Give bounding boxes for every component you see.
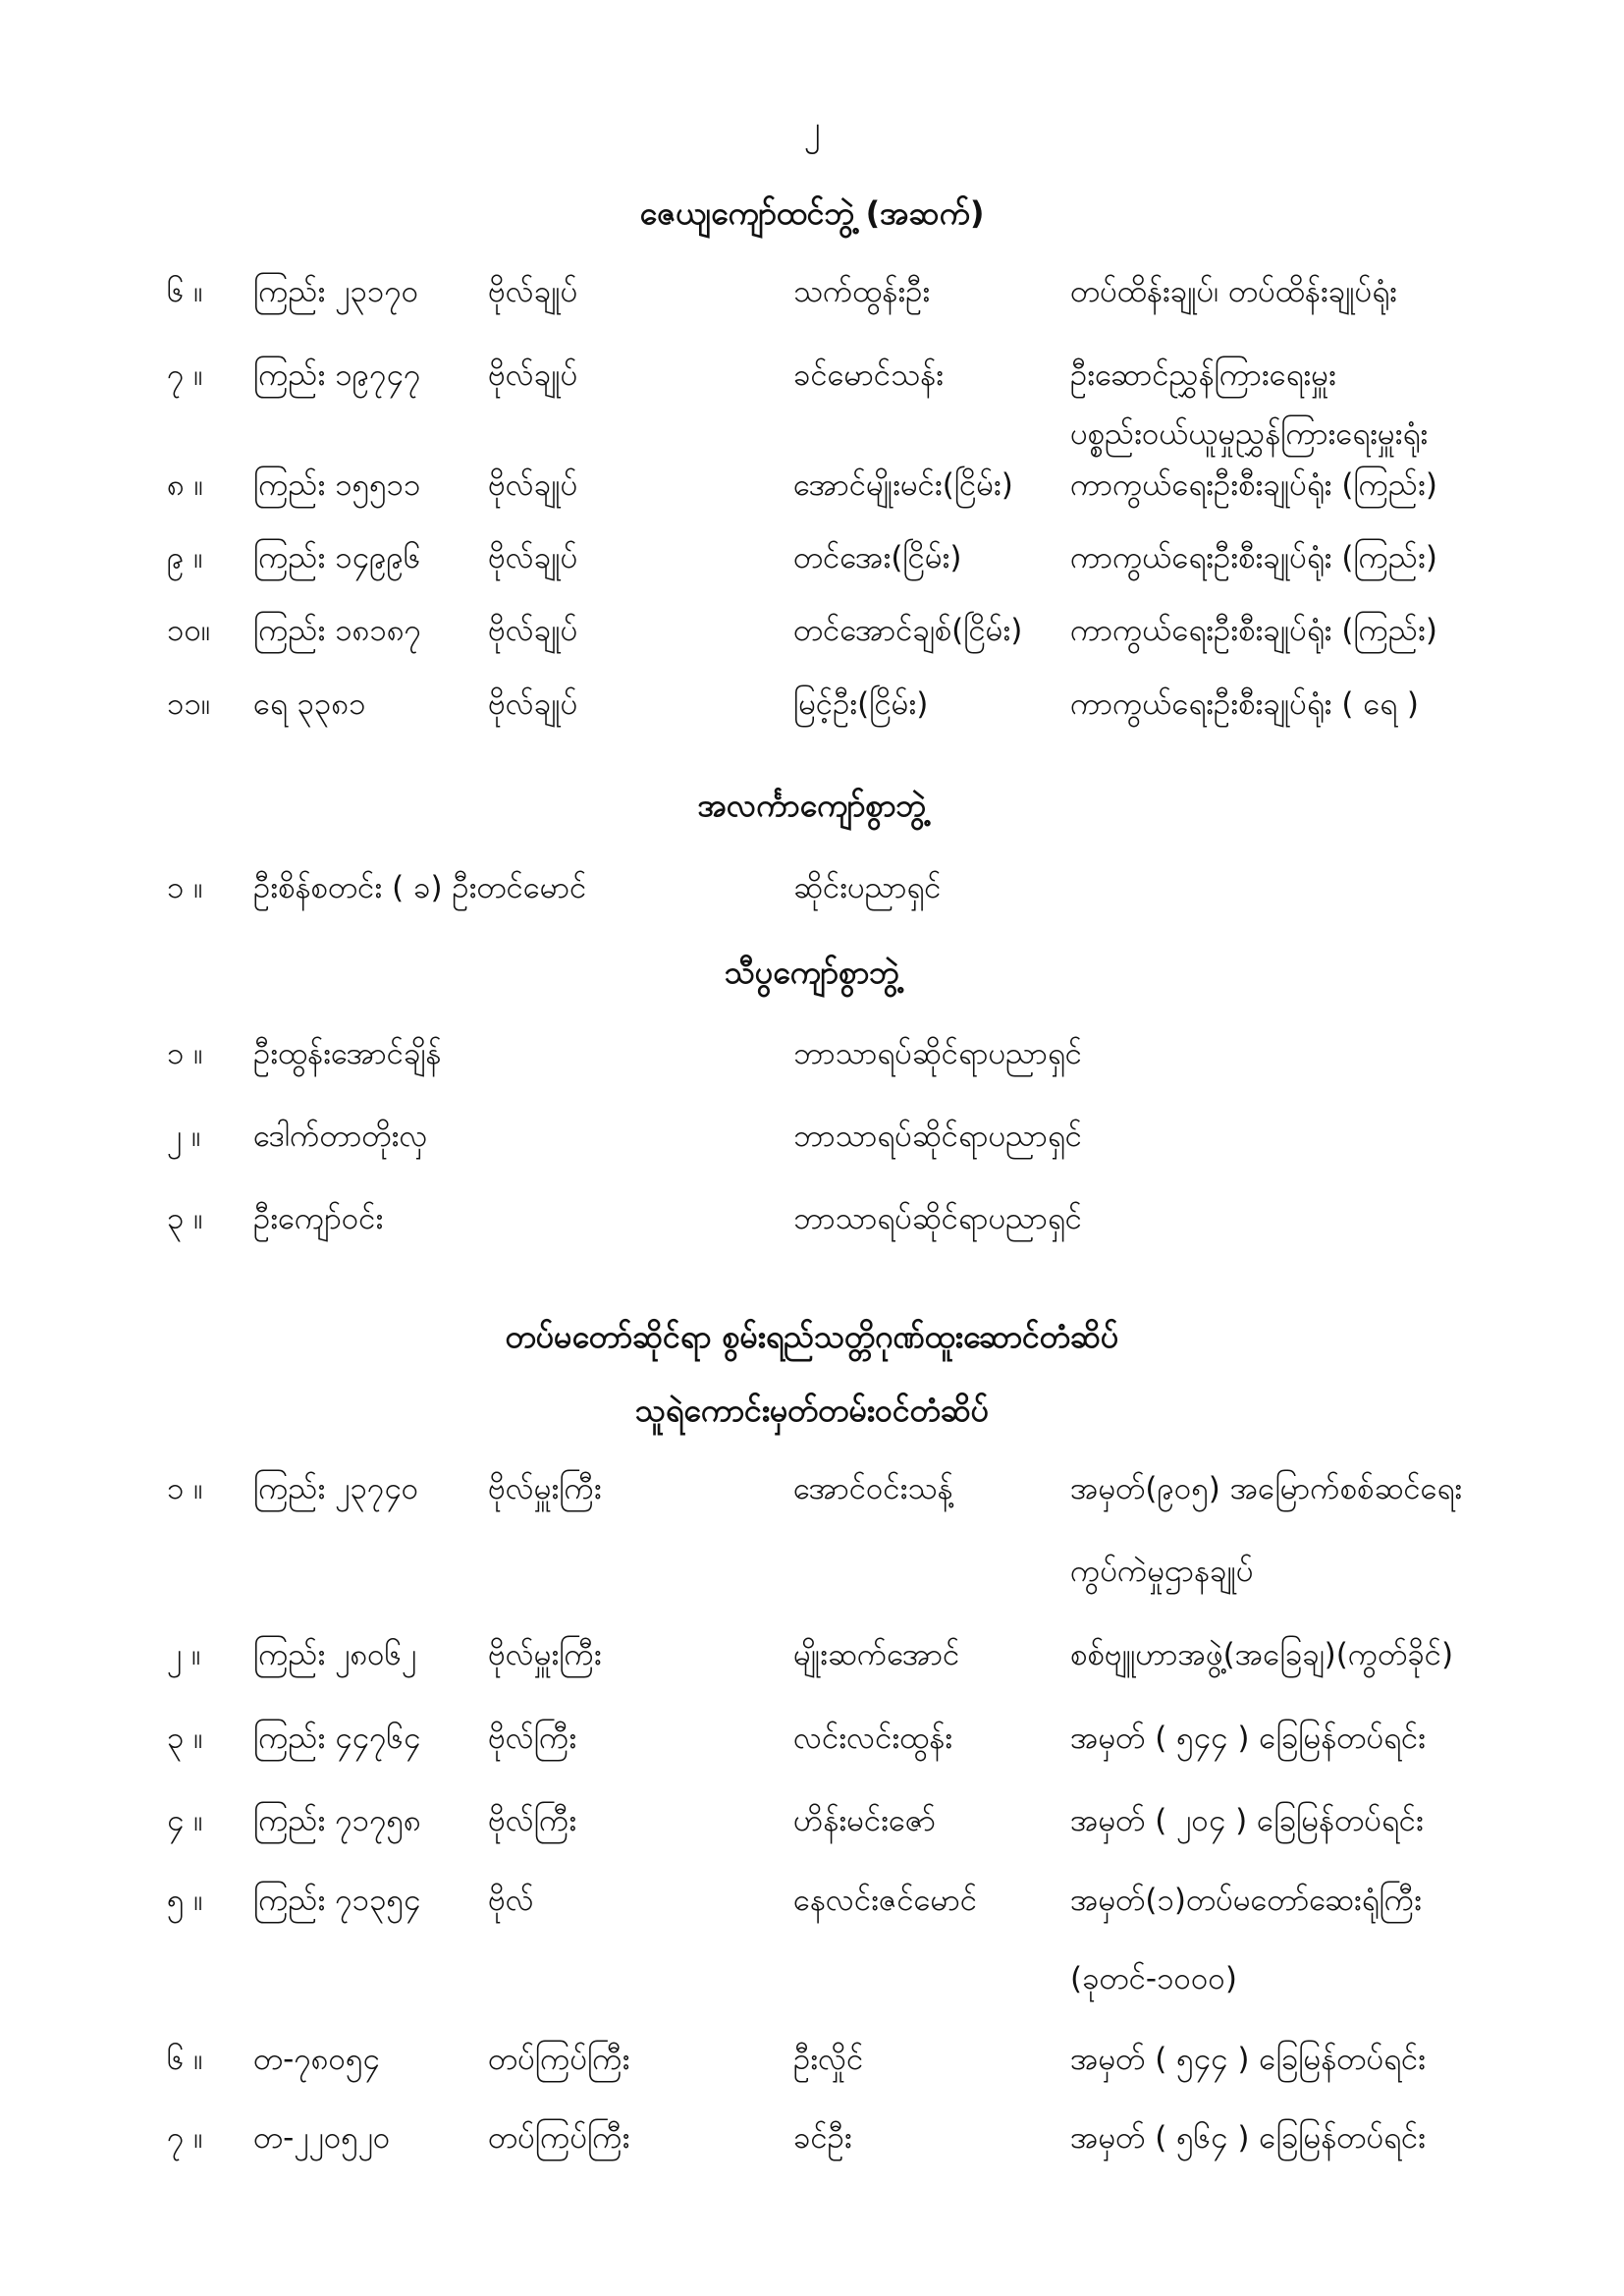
person-name: နေလင်းဇင်မောင် (793, 1883, 978, 1918)
service-number: ကြည်း ၄၄၇၆၄ (253, 1721, 421, 1756)
list-item (0, 1881, 1624, 1940)
rank: ဗိုလ်ချုပ် (488, 467, 578, 503)
list-item (0, 611, 1624, 670)
page-number: ၂ (803, 109, 821, 148)
person-name: တင်အောင်ချစ်(ငြိမ်း) (793, 613, 1023, 648)
item-number: ၉ ။ (167, 540, 203, 575)
person-name: သက်ထွန်းဦး (793, 274, 931, 309)
person-name: ဦးလှိုင် (793, 2042, 864, 2077)
service-number: ကြည်း ၁၉၇၄၇ (253, 357, 421, 393)
list-item (0, 1801, 1624, 1860)
list-item-continuation (0, 1959, 1624, 2018)
rank: ဗိုလ်မှူးကြီး (488, 1637, 602, 1672)
person-name: မျိုးဆက်အောင် (793, 1637, 960, 1672)
person-name: မြင့်ဦး(ငြိမ်း) (793, 686, 929, 722)
list-item (0, 1199, 1624, 1258)
item-number: ၂ ။ (167, 1637, 201, 1672)
position: ဘာသာရပ်ဆိုင်ရာပညာရှင် (793, 1201, 1082, 1236)
service-number: ကြည်း ၂၃၇၄၀ (253, 1471, 419, 1506)
item-number: ၇ ။ (167, 357, 203, 393)
rank: ဗိုလ်ချုပ် (488, 274, 578, 309)
list-item (0, 868, 1624, 927)
unit: အမှတ် ( ၅၆၄ ) ခြေမြန်တပ်ရင်း (1070, 2120, 1427, 2156)
list-item (0, 1719, 1624, 1777)
person-name: အောင်ဝင်းသန့် (793, 1471, 953, 1506)
person-name: ခင်ဦး (793, 2120, 852, 2156)
section-title-thiri-pyanchi: သီပွကျော်စွာဘွဲ့ (724, 954, 900, 991)
item-number: ၇ ။ (167, 2120, 203, 2156)
unit: အမှတ် ( ၅၄၄ ) ခြေမြန်တပ်ရင်း (1070, 2042, 1427, 2077)
item-number: ၁ ။ (167, 1036, 203, 1071)
position: ကာကွယ်ရေးဦးစီးချုပ်ရုံး (ကြည်း) (1070, 540, 1437, 575)
list-item (0, 684, 1624, 743)
item-number: ၁ ။ (167, 1471, 203, 1506)
person-name: အောင်မျိုးမင်း(ငြိမ်း) (793, 467, 1013, 503)
item-number: ၁ ။ (167, 870, 203, 905)
rank: ဗိုလ်ကြီး (488, 1721, 577, 1756)
list-item (0, 465, 1624, 524)
list-item (0, 2118, 1624, 2177)
item-number: ၁၁။ (167, 686, 211, 722)
list-item-continuation (0, 1552, 1624, 1611)
unit: အမှတ်(၁)တပ်မတော်ဆေးရုံကြီး (1070, 1883, 1422, 1918)
service-number: ရေ ၃၃၈၁ (253, 686, 366, 722)
position: ဆိုင်းပညာရှင် (793, 870, 942, 905)
item-number: ၈ ။ (167, 467, 203, 503)
unit: စစ်ဗျူဟာအဖွဲ့(အခြေချ)(ကွတ်ခိုင်) (1070, 1637, 1454, 1672)
section-subtitle-hero-record: သူရဲကောင်းမှတ်တမ်းဝင်တံဆိပ် (634, 1392, 990, 1429)
unit-continued: ကွပ်ကဲမှုဌာနချုပ် (1070, 1554, 1254, 1589)
service-number: ကြည်း ၂၃၁၇၀ (253, 274, 419, 309)
list-item (0, 355, 1624, 414)
person-name: ဒေါက်တာတိုးလှ (253, 1119, 428, 1154)
position: တပ်ထိန်းချုပ်၊ တပ်ထိန်းချုပ်ရုံး (1070, 274, 1397, 309)
item-number: ၆ ။ (167, 274, 203, 309)
position: ကာကွယ်ရေးဦးစီးချုပ်ရုံး ( ရေ ) (1070, 686, 1419, 722)
person-name: ဦးကျော်ဝင်း (253, 1201, 384, 1236)
list-item (0, 272, 1624, 331)
item-number: ၃ ။ (167, 1201, 203, 1236)
unit: အမှတ် ( ၅၄၄ ) ခြေမြန်တပ်ရင်း (1070, 1721, 1427, 1756)
service-number: ကြည်း ၁၅၅၁၁ (253, 467, 421, 503)
person-name: ဟိန်းမင်းဇော် (793, 1803, 937, 1838)
position: ကာကွယ်ရေးဦးစီးချုပ်ရုံး (ကြည်း) (1070, 613, 1437, 648)
rank: တပ်ကြပ်ကြီး (488, 2042, 630, 2077)
position: ကာကွယ်ရေးဦးစီးချုပ်ရုံး (ကြည်း) (1070, 467, 1437, 503)
service-number: ကြည်း ၁၄၉၉၆ (253, 540, 421, 575)
rank: ဗိုလ်မှူးကြီး (488, 1471, 602, 1506)
item-number: ၄ ။ (167, 1803, 203, 1838)
list-item (0, 538, 1624, 597)
item-number: ၆ ။ (167, 2042, 203, 2077)
unit: အမှတ် ( ၂၀၄ ) ခြေမြန်တပ်ရင်း (1070, 1803, 1424, 1838)
list-item (0, 1117, 1624, 1175)
rank: ဗိုလ်ချုပ် (488, 357, 578, 393)
list-item-continuation (0, 414, 1624, 473)
item-number: ၃ ။ (167, 1721, 203, 1756)
rank: တပ်ကြပ်ကြီး (488, 2120, 630, 2156)
position-continued: ပစ္စည်းဝယ်ယူမှုညွှန်ကြားရေးမှူးရုံး (1070, 416, 1429, 452)
person-name: လင်းလင်းထွန်း (793, 1721, 953, 1756)
rank: ဗိုလ်ချုပ် (488, 540, 578, 575)
position: ဘာသာရပ်ဆိုင်ရာပညာရှင် (793, 1119, 1082, 1154)
person-name: ဦးထွန်းအောင်ချိန် (253, 1036, 442, 1071)
item-number: ၅ ။ (167, 1883, 203, 1918)
section-title-military-medal: တပ်မတော်ဆိုင်ရာ စွမ်းရည်သတ္တိဂုဏ်ထူးဆောင်တံဆိပ် (505, 1318, 1119, 1355)
service-number: တ-၇၈၀၅၄ (253, 2042, 380, 2077)
rank: ဗိုလ်ချုပ် (488, 686, 578, 722)
position: ဘာသာရပ်ဆိုင်ရာပညာရှင် (793, 1036, 1082, 1071)
section-title-alinkar-kyawswa: အလင်္ကာကျော်စွာဘွဲ့ (697, 787, 927, 824)
list-item (0, 1469, 1624, 1528)
list-item (0, 1635, 1624, 1694)
rank: ဗိုလ်ကြီး (488, 1803, 577, 1838)
unit: အမှတ်(၉၀၅) အမြောက်စစ်ဆင်ရေး (1070, 1471, 1463, 1506)
position: ဦးဆောင်ညွှန်ကြားရေးမှူး (1070, 357, 1336, 393)
service-number: တ-၂၂၀၅၂၀ (253, 2120, 391, 2156)
item-number: ၁၀။ (167, 613, 211, 648)
list-item (0, 2040, 1624, 2099)
rank: ဗိုလ်ချုပ် (488, 613, 578, 648)
person-name: တင်အေး(ငြိမ်း) (793, 540, 962, 575)
list-item (0, 1034, 1624, 1093)
section-title-zeya-kyawhtin: ဇေယျကျော်ထင်ဘွဲ့ (အဆက်) (639, 194, 985, 232)
rank: ဗိုလ် (488, 1883, 534, 1918)
service-number: ကြည်း ၇၁၃၅၄ (253, 1883, 421, 1918)
item-number: ၂ ။ (167, 1119, 201, 1154)
unit-continued: (ခုတင်-၁၀၀၀) (1070, 1961, 1237, 1996)
person-name: ခင်မောင်သန်း (793, 357, 945, 393)
service-number: ကြည်း ၇၁၇၅၈ (253, 1803, 421, 1838)
service-number: ကြည်း ၁၈၁၈၇ (253, 613, 421, 648)
person-name: ဦးစိန်စတင်း ( ခ) ဦးတင်မောင် (253, 870, 587, 905)
service-number: ကြည်း ၂၈၀၆၂ (253, 1637, 417, 1672)
